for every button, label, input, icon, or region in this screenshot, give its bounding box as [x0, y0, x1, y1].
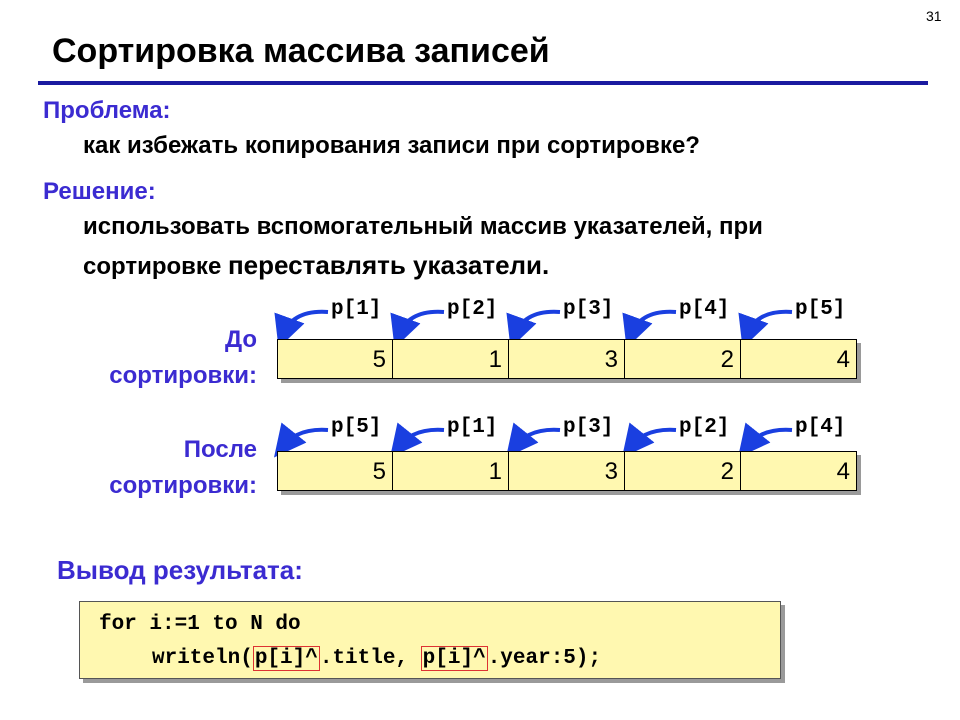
code-block — [79, 601, 781, 679]
before-cell-4: 2 — [625, 339, 741, 379]
after-label-line2: сортировки: — [109, 472, 257, 499]
before-cell-2: 1 — [393, 339, 509, 379]
solution-text-line2-emphasis: переставлять указатели. — [227, 250, 550, 280]
after-cell-1: 5 — [277, 451, 393, 491]
before-pointer-4: p[4] — [679, 298, 730, 321]
after-array — [277, 451, 857, 491]
output-heading: Вывод результата: — [57, 555, 303, 585]
before-cell-5: 4 — [741, 339, 857, 379]
before-arrow-5 — [748, 312, 792, 333]
code-pointer-highlight-2: p[i]^ — [422, 647, 486, 670]
before-arrow-2 — [400, 312, 444, 333]
slide-number: 31 — [926, 8, 942, 24]
code-line-2 — [152, 647, 601, 670]
before-arrow-3 — [516, 312, 560, 333]
after-arrow-2 — [400, 430, 444, 445]
after-pointer-4: p[2] — [679, 416, 730, 439]
before-pointer-3: p[3] — [563, 298, 614, 321]
before-cell-1: 5 — [277, 339, 393, 379]
before-pointer-5: p[5] — [795, 298, 846, 321]
after-arrow-4 — [632, 430, 676, 445]
code-pointer-highlight-1: p[i]^ — [254, 647, 318, 670]
code-title-field: .title, — [319, 647, 421, 670]
before-label-line2: сортировки: — [109, 362, 257, 389]
before-cell-3: 3 — [509, 339, 625, 379]
solution-text-line1: использовать вспомогательный массив указателей, при — [83, 213, 763, 240]
after-pointer-2: p[1] — [447, 416, 498, 439]
problem-text: как избежать копирования записи при сортировке? — [83, 132, 700, 159]
before-label-line1: До — [224, 326, 257, 353]
before-arrow-4 — [632, 312, 676, 333]
after-label-line1: После — [183, 436, 257, 463]
code-line-1: for i:=1 to N do — [99, 613, 301, 636]
page-title: Сортировка массива записей — [52, 32, 550, 70]
before-pointer-2: p[2] — [447, 298, 498, 321]
code-year-field: .year:5); — [487, 647, 602, 670]
after-pointer-3: p[3] — [563, 416, 614, 439]
after-pointer-1: p[5] — [331, 416, 382, 439]
before-array — [277, 339, 857, 379]
before-pointer-1: p[1] — [331, 298, 382, 321]
after-pointer-5: p[4] — [795, 416, 846, 439]
after-arrow-3 — [516, 430, 560, 445]
after-cell-2: 1 — [393, 451, 509, 491]
after-cell-5: 4 — [741, 451, 857, 491]
after-cell-3: 3 — [509, 451, 625, 491]
after-arrow-1 — [284, 430, 328, 445]
after-cell-4: 2 — [625, 451, 741, 491]
problem-label: Проблема: — [43, 97, 171, 124]
solution-text-line2-start: сортировке — [83, 253, 228, 280]
code-writeln: writeln( — [152, 647, 253, 670]
after-sort-label — [57, 432, 257, 504]
after-arrow-5 — [748, 430, 792, 445]
solution-label: Решение: — [43, 178, 156, 205]
before-arrow-1 — [284, 312, 328, 333]
